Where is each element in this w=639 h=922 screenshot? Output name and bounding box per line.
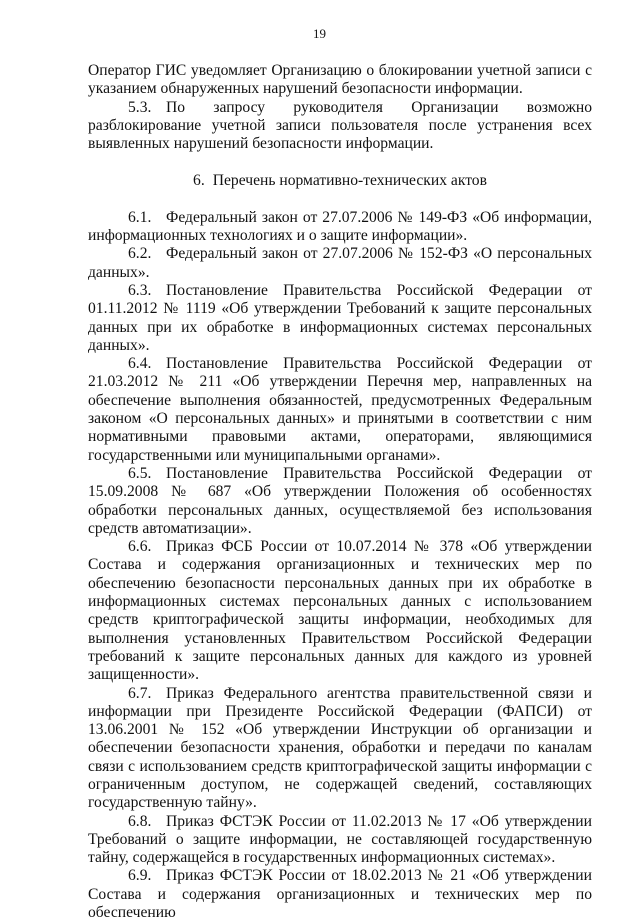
- item-text: Приказ ФСБ России от 10.07.2014 № 378 «Об утверждении Состава и содержания организационных и технических мер по обеспечению безопасности персональных данных при их обработке в информационных системах персональных данных с использованием средств криптографической защиты информации, необходимых для выполнения установленных Правительством Российской Федерации требований к защите персональных данных для каждого из уровней защищенности».: [88, 538, 592, 684]
- section-heading: [88, 172, 592, 190]
- paragraph-blocking-notice: [88, 62, 592, 99]
- item-text: Постановление Правительства Российской Федерации от 21.03.2012 № 211 «Об утверждении Перечня мер, направленных на обеспечение выполнения обязанностей, предусмотренных Федеральным законом «О персональных данных» и принятыми в соответствии с ним нормативными правовыми актами, операторами, являющимися государственными или муниципальными органами».: [88, 355, 592, 464]
- item-number: 6.8.: [128, 812, 152, 830]
- item-number: 6.1.: [128, 208, 152, 226]
- item-number: 6.4.: [128, 355, 152, 373]
- document-body: [88, 62, 592, 922]
- page-number: 19: [313, 26, 326, 41]
- list-item-6-1: [88, 209, 592, 246]
- item-number: 6.6.: [128, 538, 152, 556]
- item-text: Приказ Федерального агентства правительственной связи и информации при Президенте Российской Федерации (ФАПСИ) от 13.06.2001 № 152 «Об утверждении Инструкции об организации и обеспечении безопасности хранения, обработки и передачи по каналам связи с использованием средств криптографической защиты информации с ограниченным доступом, не содержащей сведений, составляющих государственную тайну».: [88, 684, 592, 812]
- list-item-6-3: [88, 282, 592, 355]
- list-item-6-8: [88, 813, 592, 868]
- section-title: Перечень нормативно-технических актов: [212, 172, 487, 190]
- list-item-6-4: [88, 355, 592, 465]
- list-item-6-7: [88, 685, 592, 813]
- list-item-6-9: [88, 867, 592, 922]
- item-number: 6.5.: [128, 464, 152, 482]
- list-item-6-5: [88, 465, 592, 538]
- paragraph-number: 5.3.: [128, 98, 152, 116]
- section-number: 6.: [193, 172, 205, 190]
- item-text: Приказ ФСТЭК России от 18.02.2013 № 21 «Об утверждении Состава и содержания организационных и технических мер по обеспечению: [88, 867, 592, 922]
- item-number: 6.3.: [128, 281, 152, 299]
- list-item-6-6: [88, 538, 592, 684]
- item-text: Постановление Правительства Российской Федерации от 15.09.2008 № 687 «Об утверждении Положения об особенностях обработки персональных данных, осуществляемой без использования средств автоматизации».: [88, 464, 592, 537]
- item-text: Федеральный закон от 27.07.2006 № 149-ФЗ «Об информации, информационных технологиях и о защите информации».: [88, 208, 592, 245]
- item-number: 6.7.: [128, 684, 152, 702]
- item-number: 6.2.: [128, 245, 152, 263]
- item-text: Федеральный закон от 27.07.2006 № 152-ФЗ «О персональных данных».: [88, 245, 592, 281]
- paragraph-text: Оператор ГИС уведомляет Организацию о блокировании учетной записи с указанием обнаруженных нарушений безопасности информации.: [88, 62, 592, 98]
- item-number: 6.9.: [128, 867, 152, 885]
- paragraph-text: По запросу руководителя Организации возможно разблокирование учетной записи пользователя после устранения всех выявленных нарушений безопасности информации.: [88, 98, 592, 153]
- item-text: Приказ ФСТЭК России от 11.02.2013 № 17 «Об утверждении Требований о защите информации, не составляющей государственную тайну, содержащейся в государственных информационных системах».: [88, 812, 592, 867]
- item-text: Постановление Правительства Российской Федерации от 01.11.2012 № 1119 «Об утверждении Требований к защите персональных данных при их обработке в информационных системах персональных данных».: [88, 281, 592, 354]
- list-item-6-2: [88, 245, 592, 282]
- paragraph-5-3: [88, 99, 592, 154]
